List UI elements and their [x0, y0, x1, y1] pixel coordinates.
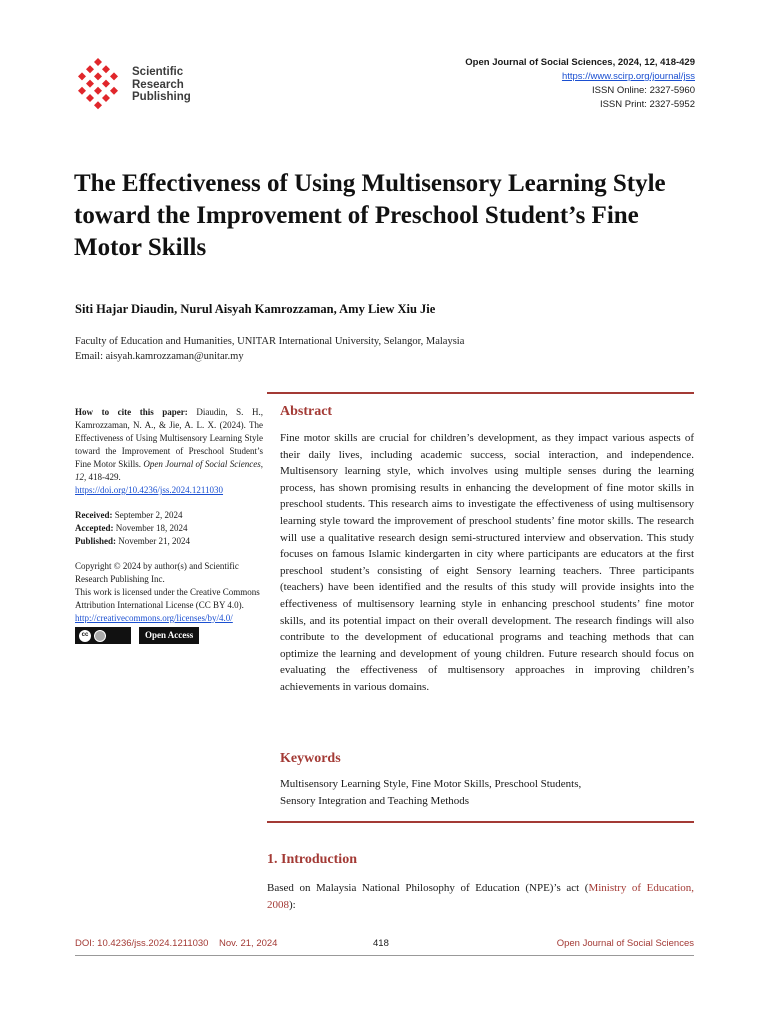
cc-icon: cc: [79, 630, 91, 642]
authors: Siti Hajar Diaudin, Nurul Aisyah Kamrozzaman, Amy Liew Xiu Jie: [75, 302, 436, 316]
received-row: [75, 509, 263, 522]
email: Email: aisyah.kamrozzaman@unitar.my: [75, 351, 244, 362]
cite-text: Diaudin, S. H., Kamrozzaman, N. A., & Jie, A. L. X. (2024). The Effectiveness of Using Multisensory Learning Style toward the Improvement of Preschool Student’s Fine Motor Skills.: [75, 407, 264, 469]
abstract-heading: Abstract: [280, 404, 333, 419]
keywords-heading: Keywords: [280, 751, 341, 766]
publisher-name-line1: Scientific: [132, 66, 184, 78]
cite-journal: Open Journal of Social Sciences, 12,: [75, 459, 263, 482]
published-row: [75, 535, 263, 548]
keywords-text: [280, 776, 694, 809]
citation-block: [75, 406, 263, 497]
abstract-bottom-rule: [267, 821, 694, 823]
cite-pages: 418-429.: [88, 472, 121, 482]
abstract-top-rule: [267, 392, 694, 394]
intro-text-end: ):: [289, 899, 296, 911]
by-icon: [94, 630, 106, 642]
published-date: November 21, 2024: [118, 536, 191, 546]
accepted-row: [75, 522, 263, 535]
cite-label: How to cite this paper:: [75, 407, 188, 417]
footer-rule: [75, 955, 694, 956]
intro-citation-link[interactable]: Ministry of Education, 2008: [267, 882, 695, 911]
cc-by-badge[interactable]: [75, 627, 131, 644]
accepted-date: November 18, 2024: [115, 523, 188, 533]
dates-block: [75, 509, 263, 548]
copyright-block: [75, 560, 263, 644]
footer-journal: Open Journal of Social Sciences: [556, 938, 694, 949]
affiliation: Faculty of Education and Humanities, UNITAR International University, Selangor, Malaysia: [75, 336, 465, 347]
paper-title: The Effectiveness of Using Multisensory Learning Style toward the Improvement of Preschool Student’s Fine Motor Skills: [74, 170, 666, 261]
affiliation-block: [75, 334, 464, 364]
publisher-name-line3: Publishing: [132, 91, 191, 103]
article-sidebar: [75, 406, 263, 656]
received-date: September 2, 2024: [114, 510, 183, 520]
badges: [75, 627, 263, 644]
page-number: 418: [373, 938, 389, 949]
issn-online: ISSN Online: 2327-5960: [592, 85, 695, 96]
copyright-text: Copyright © 2024 by author(s) and Scientific Research Publishing Inc.: [75, 561, 239, 584]
publisher-logo: [76, 58, 206, 118]
open-access-badge: Open Access: [139, 627, 199, 644]
journal-url-link[interactable]: https://www.scirp.org/journal/jss: [561, 71, 695, 82]
intro-heading: 1. Introduction: [267, 852, 357, 867]
published-label: Published:: [75, 536, 117, 546]
license-text: This work is licensed under the Creative Commons Attribution International License (CC BY 4.0).: [75, 587, 260, 610]
abstract-text: Fine motor skills are crucial for children’s development, as they impact various aspects of their daily lives, including academic success, social interaction, and independence. Multisensory learning style, which involves using multiple senses during the learning process, has shown promising results in enhancing the development of fine motor skills in preschool students. This research aims to investigate the effectiveness of using multisensory learning style toward the improvement of preschool students’ fine motor skills. The research will use a qualitative research design semi-structured interview and observation. This study focuses on famous Islamic kindergarten in city where participants are educators at the first preschool student’s consisting of eight Sensory learning teachers. Three participants (teachers) have been identified and the results of this study will provide insights into the effectiveness of multisensory learning style in enhancing preschool students’ fine motor skills, and its potential impact on their overall development. The research findings will also contribute to the development of educational programs and teaching methods that can optimize the learning and development of young children. Future research should focus on evaluating the effectiveness of multisensory approaches in improving children’s achievements in various domains.: [280, 432, 694, 693]
license-link[interactable]: http://creativecommons.org/licenses/by/4.0/: [75, 613, 233, 623]
journal-name: Open Journal of Social Sciences, 2024, 12, 418-429: [465, 57, 695, 68]
intro-text: [267, 880, 694, 914]
keywords-line1: Multisensory Learning Style, Fine Motor Skills, Preschool Students,: [280, 778, 582, 790]
publisher-name: [132, 66, 191, 104]
diamond-logo-icon: [76, 58, 132, 114]
cite-doi-link[interactable]: https://doi.org/10.4236/jss.2024.1211030: [75, 485, 224, 495]
received-label: Received:: [75, 510, 113, 520]
intro-text-start: Based on Malaysia National Philosophy of Education (NPE)’s act (: [267, 882, 589, 894]
journal-info: [465, 56, 695, 112]
publisher-name-line2: Research: [132, 78, 184, 91]
footer-doi: DOI: 10.4236/jss.2024.1211030 Nov. 21, 2024: [75, 938, 278, 949]
keywords-line2: Sensory Integration and Teaching Methods: [280, 794, 470, 807]
issn-print: ISSN Print: 2327-5952: [599, 99, 695, 110]
accepted-label: Accepted:: [75, 523, 114, 533]
